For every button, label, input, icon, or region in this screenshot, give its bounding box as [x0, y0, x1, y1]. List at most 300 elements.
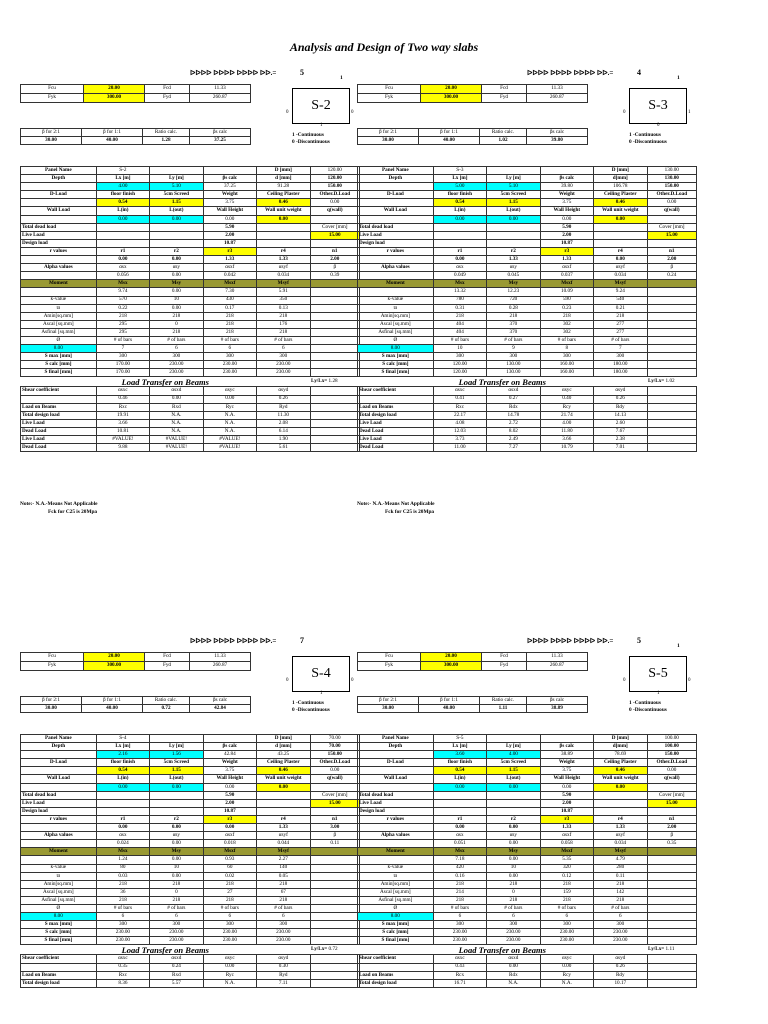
table-cell: 2.00	[203, 799, 256, 807]
table-cell: Wall Load	[21, 775, 97, 783]
table-cell: 120.00	[433, 361, 486, 369]
table-cell: 7.67	[594, 427, 647, 435]
table-cell	[96, 791, 149, 799]
table-cell: N.A.	[540, 979, 593, 987]
table-cell: 2.38	[594, 436, 647, 444]
edge-right: 0	[351, 110, 354, 115]
table-cell: 106.78	[594, 183, 647, 191]
table-cell: 5.90	[540, 791, 593, 799]
table-cell: Moment	[21, 848, 97, 856]
table-cell[interactable]: 0.00	[203, 783, 256, 791]
table-cell: Ryc	[203, 403, 256, 411]
bar-diameter-input[interactable]: 8.00	[21, 913, 97, 921]
table-cell: 230.00	[257, 937, 310, 945]
panel-name: S-4	[96, 735, 149, 743]
table-cell: Lx [m]	[96, 175, 149, 183]
cover-input[interactable]: 15.00	[310, 231, 359, 239]
table-cell: Msx	[96, 848, 149, 856]
table-cell: 6	[540, 913, 593, 921]
table-cell: 0.044	[257, 840, 310, 848]
table-cell[interactable]: 0.00	[487, 783, 540, 791]
table-cell	[150, 223, 203, 231]
cover-input[interactable]: 15.00	[647, 231, 696, 239]
table-row	[358, 751, 697, 759]
table-cell	[310, 872, 359, 880]
table-row	[358, 304, 697, 312]
dead-label: Dead Load	[358, 427, 434, 435]
table-cell: 13.32	[433, 288, 486, 296]
table-cell: αsxf	[203, 264, 256, 272]
table-cell: Shear coefficient	[21, 955, 97, 963]
table-cell[interactable]: 0.00	[433, 783, 486, 791]
beta-value: 1.28	[143, 137, 190, 145]
ll-label: Live Load	[21, 799, 97, 807]
table-cell: Alpha values	[21, 832, 97, 840]
table-row	[21, 320, 360, 328]
lylx-value: 1.28	[328, 378, 338, 385]
table-cell: 11.00	[433, 444, 486, 452]
fyk-value[interactable]: 300.00	[84, 94, 145, 103]
edge-bottom: 1	[657, 691, 660, 696]
table-cell: D-Load	[21, 759, 97, 767]
table-cell	[540, 167, 593, 175]
table-row	[21, 207, 360, 215]
k-label: k-value	[358, 296, 434, 304]
table-cell	[310, 296, 359, 304]
table-row	[358, 387, 697, 395]
table-cell[interactable]: 1.15	[150, 199, 203, 207]
table-cell[interactable]: 0.00	[540, 783, 593, 791]
table-cell: 5.35	[540, 856, 593, 864]
table-cell: 0.00	[150, 272, 203, 280]
ly-input[interactable]: 5.10	[487, 183, 540, 191]
table-cell: αsxc	[96, 387, 149, 395]
panel-case-label: ᐅᐅᐅᐅ ᐅᐅᐅᐅ ᐅᐅᐅᐅ ᐅᐅ.=	[527, 637, 614, 645]
table-cell: 230.00	[594, 937, 647, 945]
table-cell: Msxf	[540, 848, 593, 856]
table-cell: Msx	[433, 848, 486, 856]
lylx-ratio	[310, 945, 359, 955]
table-row	[358, 815, 697, 823]
panel-case-number: 4	[637, 68, 641, 77]
table-cell: Weight	[203, 191, 256, 199]
table-cell[interactable]: 0.54	[96, 199, 149, 207]
table-cell: 0.049	[433, 272, 486, 280]
edge-left: 0	[623, 110, 626, 115]
table-cell: 27	[203, 888, 256, 896]
table-row	[21, 856, 360, 864]
table-cell: 10	[433, 345, 486, 353]
panel-case-label: ᐅᐅᐅᐅ ᐅᐅᐅᐅ ᐅᐅᐅᐅ ᐅᐅ.=	[527, 69, 614, 77]
table-cell: 0	[150, 888, 203, 896]
table-cell: β	[647, 264, 696, 272]
table-cell	[358, 183, 434, 191]
phi-label: Ø	[358, 904, 434, 912]
beta-head: Ratio calc.	[143, 129, 190, 137]
table-cell: Rdy	[594, 403, 647, 411]
table-row	[358, 272, 697, 280]
table-cell: 320	[540, 864, 593, 872]
table-cell: Rxc	[96, 403, 149, 411]
fcu-value[interactable]: 20.00	[421, 653, 482, 662]
table-cell[interactable]: 1.15	[487, 199, 540, 207]
live-label: Live Load	[358, 419, 434, 427]
table-cell[interactable]: 0.54	[433, 767, 486, 775]
table-cell: 6	[257, 913, 310, 921]
table-cell	[647, 239, 696, 247]
fcd-value: 11.33	[527, 85, 588, 94]
table-row	[358, 427, 697, 435]
lx-input[interactable]: 3.60	[433, 751, 486, 759]
bar-diameter-input[interactable]: 8.00	[358, 913, 434, 921]
table-cell	[647, 427, 696, 435]
table-cell	[310, 913, 359, 921]
d-value: 120.00	[310, 167, 359, 175]
table-cell: 218	[540, 312, 593, 320]
ly-input[interactable]: 1.56	[150, 751, 203, 759]
bar-diameter-input[interactable]: 8.00	[21, 345, 97, 353]
table-cell: 1.33	[203, 256, 256, 264]
beta-value: 30.00	[358, 705, 419, 713]
table-cell[interactable]: 0.46	[257, 199, 310, 207]
table-cell: r3	[203, 247, 256, 255]
table-cell: 218	[203, 320, 256, 328]
table-row	[358, 929, 697, 937]
table-cell: αsy	[150, 264, 203, 272]
slab-sheet-s5	[357, 638, 697, 1024]
table-cell: Lx [m]	[433, 175, 486, 183]
table-cell[interactable]: 0.00	[540, 215, 593, 223]
table-cell: β	[647, 832, 696, 840]
table-cell: αsxd	[150, 387, 203, 395]
table-cell: Rxd	[150, 403, 203, 411]
material-table	[357, 84, 588, 103]
table-cell	[358, 215, 434, 223]
bar-diameter-input[interactable]: 8.00	[358, 345, 434, 353]
ly-input[interactable]: 4.00	[487, 751, 540, 759]
table-cell: 300	[594, 921, 647, 929]
table-cell: 218	[487, 896, 540, 904]
table-cell: 0.00	[96, 824, 149, 832]
table-cell: 0.24	[647, 272, 696, 280]
table-cell: Wall Load	[358, 207, 434, 215]
fyk-value[interactable]: 300.00	[84, 662, 145, 671]
table-cell: # of bars	[487, 336, 540, 344]
edge-right: 0	[351, 678, 354, 683]
table-cell: 0.00	[150, 824, 203, 832]
live2-label: Live Load	[358, 436, 434, 444]
table-cell: 9.88	[96, 444, 149, 452]
table-cell: 9.74	[96, 288, 149, 296]
table-row	[21, 256, 360, 264]
beta-value: 37.25	[190, 137, 251, 145]
table-cell: 150.00	[310, 183, 359, 191]
table-cell: d [mm]	[257, 175, 310, 183]
table-cell: αsy	[487, 264, 540, 272]
fyd-value: 260.87	[527, 94, 588, 103]
table-cell: L(out)	[487, 775, 540, 783]
table-cell[interactable]: 0.00	[594, 783, 647, 791]
table-cell	[540, 735, 593, 743]
panel-case-header	[517, 638, 697, 647]
table-cell: 0.034	[594, 840, 647, 848]
table-cell: 230.00	[257, 361, 310, 369]
table-cell: 0.00	[150, 304, 203, 312]
table-cell[interactable]: 0.00	[433, 215, 486, 223]
table-cell: 218	[150, 896, 203, 904]
panel-name-head: Panel Name	[21, 167, 97, 175]
table-row	[21, 783, 360, 791]
table-cell: 218	[203, 896, 256, 904]
table-row	[358, 743, 697, 751]
table-cell: αsxd	[487, 387, 540, 395]
continuous-label: 1 -Continuous	[629, 132, 661, 138]
table-cell[interactable]: 0.46	[594, 199, 647, 207]
slab-sheet-s3	[357, 68, 697, 515]
table-row	[358, 353, 697, 361]
table-cell: βs calc	[540, 175, 593, 183]
table-cell: # of bars	[96, 336, 149, 344]
amin-label: Amin[sq.mm]	[21, 312, 97, 320]
table-cell	[594, 239, 647, 247]
table-row	[21, 215, 360, 223]
note	[20, 500, 98, 516]
table-cell	[96, 799, 149, 807]
table-row	[21, 288, 360, 296]
table-cell: L(out)	[487, 207, 540, 215]
table-cell: 0.43	[433, 963, 486, 971]
table-cell[interactable]: 0.00	[487, 215, 540, 223]
table-cell: 230.00	[487, 929, 540, 937]
table-cell: r1	[96, 815, 149, 823]
table-cell: 7.18	[433, 856, 486, 864]
fyk-label: Fyk	[21, 94, 84, 103]
lx-input[interactable]: 2.16	[96, 751, 149, 759]
table-cell: 0.05	[257, 872, 310, 880]
fyk-value[interactable]: 300.00	[421, 94, 482, 103]
phi-label: Ø	[21, 904, 97, 912]
table-cell	[358, 840, 434, 848]
table-cell	[647, 963, 696, 971]
table-cell: Wall Height	[203, 775, 256, 783]
table-cell: 0.00	[310, 767, 359, 775]
table-row	[21, 411, 360, 419]
edge-bottom: 0	[657, 123, 660, 128]
table-cell: αsyd	[594, 955, 647, 963]
table-cell[interactable]: 0.00	[203, 215, 256, 223]
lylx-value: 0.72	[328, 946, 338, 953]
table-row	[21, 444, 360, 452]
table-cell	[150, 791, 203, 799]
fcu-value[interactable]: 20.00	[84, 85, 145, 94]
table-cell: 10.17	[594, 979, 647, 987]
table-cell: 218	[257, 880, 310, 888]
table-cell	[257, 799, 310, 807]
table-cell: Moment	[21, 280, 97, 288]
table-row	[21, 735, 360, 743]
fcu-value[interactable]: 20.00	[421, 85, 482, 94]
edge-left: 0	[623, 678, 626, 683]
table-cell: Ceiling Plaster	[257, 759, 310, 767]
panel-case-number: 7	[300, 636, 304, 645]
fyd-label: Fyd	[145, 662, 190, 671]
fyk-label: Fyk	[21, 662, 84, 671]
table-cell: 218	[540, 896, 593, 904]
omega-label: ϖ	[358, 872, 434, 880]
lylx-ratio	[647, 377, 696, 387]
table-cell	[647, 419, 696, 427]
table-cell	[310, 215, 359, 223]
table-row	[358, 345, 697, 353]
table-cell: 5cm Screed	[150, 191, 203, 199]
table-cell: 120.00	[433, 369, 486, 377]
table-cell[interactable]: 0.00	[150, 783, 203, 791]
fyk-value[interactable]: 300.00	[421, 662, 482, 671]
table-cell: 2.49	[487, 436, 540, 444]
table-cell	[310, 411, 359, 419]
table-cell	[647, 783, 696, 791]
table-cell	[647, 896, 696, 904]
table-cell: 230.00	[203, 361, 256, 369]
amin-label: Amin[sq.mm]	[358, 312, 434, 320]
beta-head: Ratio calc.	[480, 129, 527, 137]
table-cell: Other.D.Load	[310, 759, 359, 767]
table-cell: Msy	[150, 280, 203, 288]
table-cell: L(out)	[150, 775, 203, 783]
table-row	[358, 824, 697, 832]
table-cell: Wall unit weight	[257, 775, 310, 783]
table-cell: 230.00	[150, 369, 203, 377]
beta-table	[357, 696, 588, 713]
table-cell: 3.66	[540, 436, 593, 444]
smax-label: S max [mm]	[21, 921, 97, 929]
cover-input[interactable]: 15.00	[647, 799, 696, 807]
table-cell: 0.00	[150, 840, 203, 848]
table-cell: 0.00	[487, 872, 540, 880]
table-cell[interactable]: 0.00	[257, 215, 310, 223]
k-label: k-value	[21, 864, 97, 872]
table-cell: Msy	[487, 848, 540, 856]
asfinal-label: Asfinal [sq.mm]	[358, 896, 434, 904]
discontinuous-label: 0 -Discontinuous	[292, 139, 330, 145]
table-cell: # of bars	[540, 904, 593, 912]
table-cell[interactable]: 0.00	[150, 215, 203, 223]
table-cell: r4	[257, 247, 310, 255]
table-cell: αsyc	[203, 955, 256, 963]
table-row	[358, 807, 697, 815]
table-cell: Ly [m]	[487, 175, 540, 183]
table-cell	[21, 288, 97, 296]
table-cell: # of bars	[203, 336, 256, 344]
table-cell: 230.00	[540, 929, 593, 937]
table-cell[interactable]: 0.46	[594, 767, 647, 775]
table-cell	[310, 444, 359, 452]
table-row	[21, 807, 360, 815]
table-row	[358, 419, 697, 427]
lx-input[interactable]: 5.00	[433, 183, 486, 191]
table-cell: 2.00	[540, 799, 593, 807]
table-cell: 43.25	[257, 751, 310, 759]
table-cell: 142	[594, 888, 647, 896]
cover-input[interactable]: 15.00	[310, 799, 359, 807]
table-cell	[647, 929, 696, 937]
table-cell: 10	[150, 864, 203, 872]
panel-case-sub: 1	[677, 75, 680, 81]
table-cell: 230.00	[487, 937, 540, 945]
table-cell: 1.33	[257, 256, 310, 264]
table-cell: 0.22	[96, 304, 149, 312]
table-row	[21, 183, 360, 191]
table-row	[358, 759, 697, 767]
table-cell: 0.00	[96, 256, 149, 264]
table-cell: r3	[203, 815, 256, 823]
table-cell: 5.90	[540, 223, 593, 231]
table-cell: Rcy	[540, 403, 593, 411]
table-cell: Alpha values	[358, 264, 434, 272]
table-cell: Rdy	[594, 971, 647, 979]
load-transfer-header	[21, 377, 360, 387]
table-cell[interactable]: 0.54	[96, 767, 149, 775]
table-cell[interactable]: 1.15	[150, 767, 203, 775]
table-cell[interactable]: 0.46	[257, 767, 310, 775]
table-cell[interactable]: 0.00	[257, 783, 310, 791]
table-cell: 0.40	[540, 395, 593, 403]
table-cell	[358, 288, 434, 296]
beta-head: βs calc	[190, 129, 251, 137]
table-cell[interactable]: 0.54	[433, 199, 486, 207]
table-row	[21, 328, 360, 336]
table-row	[358, 231, 697, 239]
table-cell: 0.034	[594, 272, 647, 280]
table-cell: 10	[487, 864, 540, 872]
table-cell: r values	[358, 815, 434, 823]
table-cell: αsyc	[540, 387, 593, 395]
table-cell: 150.00	[310, 751, 359, 759]
panel-name-head: Panel Name	[358, 735, 434, 743]
ly-input[interactable]: 5.10	[150, 183, 203, 191]
table-cell: αsyd	[257, 387, 310, 395]
table-cell[interactable]: 0.00	[594, 215, 647, 223]
table-row	[358, 444, 697, 452]
beta-value: 1.11	[480, 705, 527, 713]
table-cell[interactable]: 1.15	[487, 767, 540, 775]
load-transfer-header	[21, 945, 360, 955]
table-cell[interactable]: 0.00	[96, 783, 149, 791]
table-cell	[358, 767, 434, 775]
table-cell: αsyf	[257, 832, 310, 840]
table-cell: 78.69	[594, 751, 647, 759]
table-cell: 230.00	[433, 929, 486, 937]
table-cell	[21, 783, 97, 791]
table-cell: 0.00	[150, 288, 203, 296]
table-row	[21, 336, 360, 344]
table-cell: βs calc	[203, 743, 256, 751]
table-cell: N.A.	[203, 427, 256, 435]
table-cell: 218	[203, 312, 256, 320]
table-cell: r values	[358, 247, 434, 255]
table-cell: 0.02	[203, 872, 256, 880]
table-cell[interactable]: 0.00	[96, 215, 149, 223]
table-row	[21, 239, 360, 247]
fcu-value[interactable]: 20.00	[84, 653, 145, 662]
table-cell: r1	[433, 815, 486, 823]
lx-input[interactable]: 4.00	[96, 183, 149, 191]
table-cell: 100.00	[647, 743, 696, 751]
table-cell	[310, 937, 359, 945]
load-transfer-header	[358, 377, 697, 387]
table-cell: 0.00	[150, 872, 203, 880]
table-cell: 0.00	[647, 767, 696, 775]
